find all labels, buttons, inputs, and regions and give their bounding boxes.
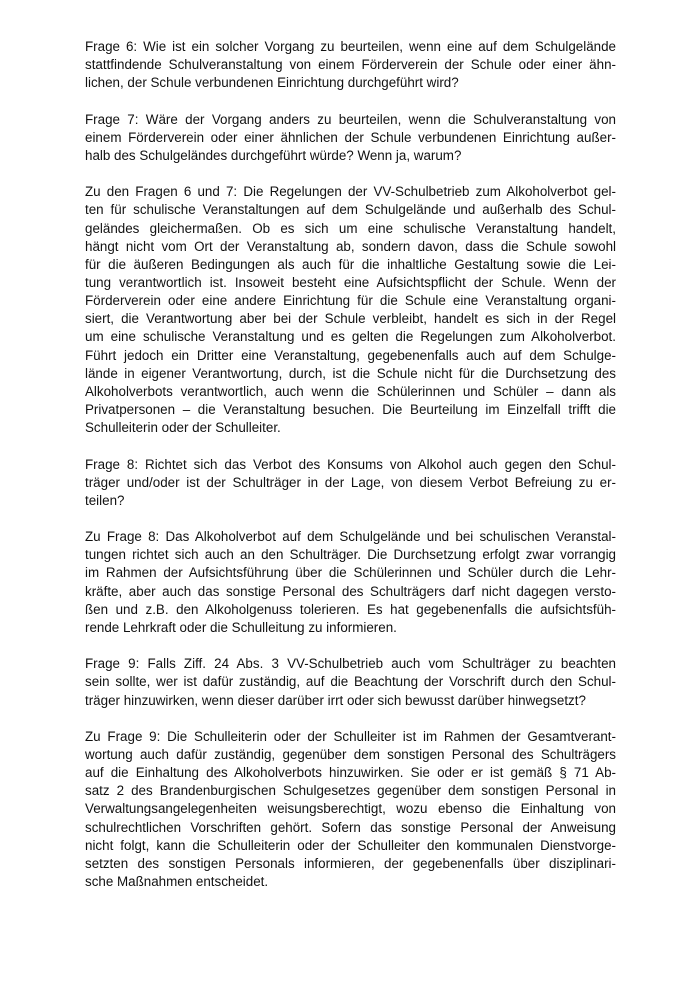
text-line: Förderverein oder eine andere Einrichtung für die Schule eine Veranstaltung organi-: [85, 293, 616, 309]
text-line: stattfindende Schulveranstaltung von einem Förderverein der Schule oder einer ähn-: [85, 57, 616, 73]
text-line: lichen, der Schule verbundenen Einrichtung durchgeführt wird?: [85, 75, 459, 91]
text-line: Frage 8: Richtet sich das Verbot des Konsums von Alkohol auch gegen den Schul-: [85, 456, 616, 472]
text-line: Schulleiterin oder der Schulleiter.: [85, 420, 281, 436]
text-line: wortung auch dafür zuständig, gegenüber dem sonstigen Personal des Schulträgers: [85, 747, 616, 762]
text-line: siert, die Verantwortung aber bei der Schule verbleibt, handelt es sich in der Regel: [85, 311, 616, 327]
text-line: teilen?: [85, 492, 125, 508]
text-line: Führt jedoch ein Dritter eine Veranstaltung, gegebenenfalls auch auf dem Schulge-: [85, 347, 616, 363]
paragraph-question-6: [85, 38, 616, 92]
text-line: Frage 7: Wäre der Vorgang anders zu beurteilen, wenn die Schulveranstaltung von: [85, 111, 616, 127]
text-line: halb des Schulgeländes durchgeführt würde? Wenn ja, warum?: [85, 147, 462, 163]
text-line: rende Lehrkraft oder die Schulleitung zu informieren.: [85, 619, 397, 635]
text-line: lände in eigener Verantwortung, durch, ist die Schule nicht für die Durchsetzung des: [85, 365, 616, 381]
text-line: ßen und z.B. den Alkoholgenuss tolerieren. Es hat gegebenenfalls die aufsichtsfüh-: [85, 601, 616, 617]
text-line: träger und/oder ist der Schulträger in der Lage, von diesem Verbot Befreiung zu er-: [85, 474, 616, 490]
text-line: Privatpersonen – die Veranstaltung besuchen. Die Beurteilung im Einzelfall trifft die: [85, 402, 616, 418]
text-line: träger hinzuwirken, wenn dieser darüber irrt oder sich bewusst darüber hinwegsetzt?: [85, 692, 586, 708]
text-line: sche Maßnahmen entscheidet.: [85, 874, 269, 890]
text-line: Verwaltungsangelegenheiten weisungsberechtigt, wozu ebenso die Einhaltung von: [85, 801, 616, 817]
paragraph-question-7: [85, 111, 616, 165]
text-line: für die äußeren Bedingungen als auch für die inhaltliche Gestaltung sowie die Lei-: [85, 256, 616, 272]
text-line: auf die Einhaltung des Alkoholverbots hinzuwirken. Sie oder er ist gemäß § 71 Ab-: [85, 765, 616, 781]
text-line: geländes gleichermaßen. Ob es sich um eine schulische Veranstaltung handelt,: [85, 220, 616, 236]
text-line: sein sollte, wer ist dafür zuständig, auf die Beachtung der Vorschrift durch den Schul-: [85, 674, 616, 690]
text-line: setzten des sonstigen Personals informieren, der gegebenenfalls über disziplinari-: [85, 855, 616, 871]
paragraph-question-8: [85, 456, 616, 510]
paragraph-answer-9: [85, 728, 616, 891]
text-line: hängt nicht vom Ort der Veranstaltung ab, sondern davon, dass die Schule sowohl: [85, 238, 616, 254]
text-line: Frage 6: Wie ist ein solcher Vorgang zu beurteilen, wenn eine auf dem Schulgelände: [85, 39, 616, 54]
text-line: im Rahmen der Aufsichtsführung über die Schülerinnen und Schüler durch die Lehr-: [85, 565, 616, 581]
text-line: Zu den Fragen 6 und 7: Die Regelungen der VV-Schulbetrieb zum Alkoholverbot gel-: [85, 184, 616, 200]
text-line: einem Förderverein oder einer ähnlichen der Schule verbundenen Einrichtung außer-: [85, 129, 616, 145]
text-line: um eine schulische Veranstaltung und es gelten die Regelungen zum Alkoholverbot.: [85, 329, 616, 345]
text-line: ten für schulische Veranstaltungen auf dem Schulgelände und außerhalb des Schul-: [85, 202, 616, 218]
text-line: nicht folgt, kann die Schulleiterin oder der Schulleiter den kommunalen Dienstvorge-: [85, 837, 616, 853]
text-line: tung verantwortlich ist. Insoweit besteht eine Aufsichtspflicht der Schule. Wenn der: [85, 275, 616, 290]
text-line: Alkoholverbots verantwortlich, auch wenn die Schülerinnen und Schüler – dann als: [85, 383, 616, 399]
paragraph-answer-8: [85, 528, 616, 637]
text-line: Zu Frage 9: Die Schulleiterin oder der Schulleiter ist im Rahmen der Gesamtverant-: [85, 728, 616, 744]
text-line: satz 2 des Brandenburgischen Schulgesetzes gegenüber dem sonstigen Personal in: [85, 783, 616, 799]
text-line: tungen richtet sich auch an den Schulträger. Die Durchsetzung erfolgt zwar vorrangig: [85, 547, 616, 563]
text-line: kräfte, aber auch das sonstige Personal des Schulträgers darf nicht dagegen versto-: [85, 583, 616, 599]
paragraph-answer-6-7: [85, 183, 616, 437]
text-line: Zu Frage 8: Das Alkoholverbot auf dem Schulgelände und bei schulischen Veranstal-: [85, 529, 616, 545]
document-page: [85, 38, 616, 909]
text-line: schulrechtlichen Vorschriften gehört. Sofern das sonstige Personal der Anweisung: [85, 819, 616, 835]
paragraph-question-9: [85, 655, 616, 709]
text-line: Frage 9: Falls Ziff. 24 Abs. 3 VV-Schulbetrieb auch vom Schulträger zu beachten: [85, 656, 616, 672]
